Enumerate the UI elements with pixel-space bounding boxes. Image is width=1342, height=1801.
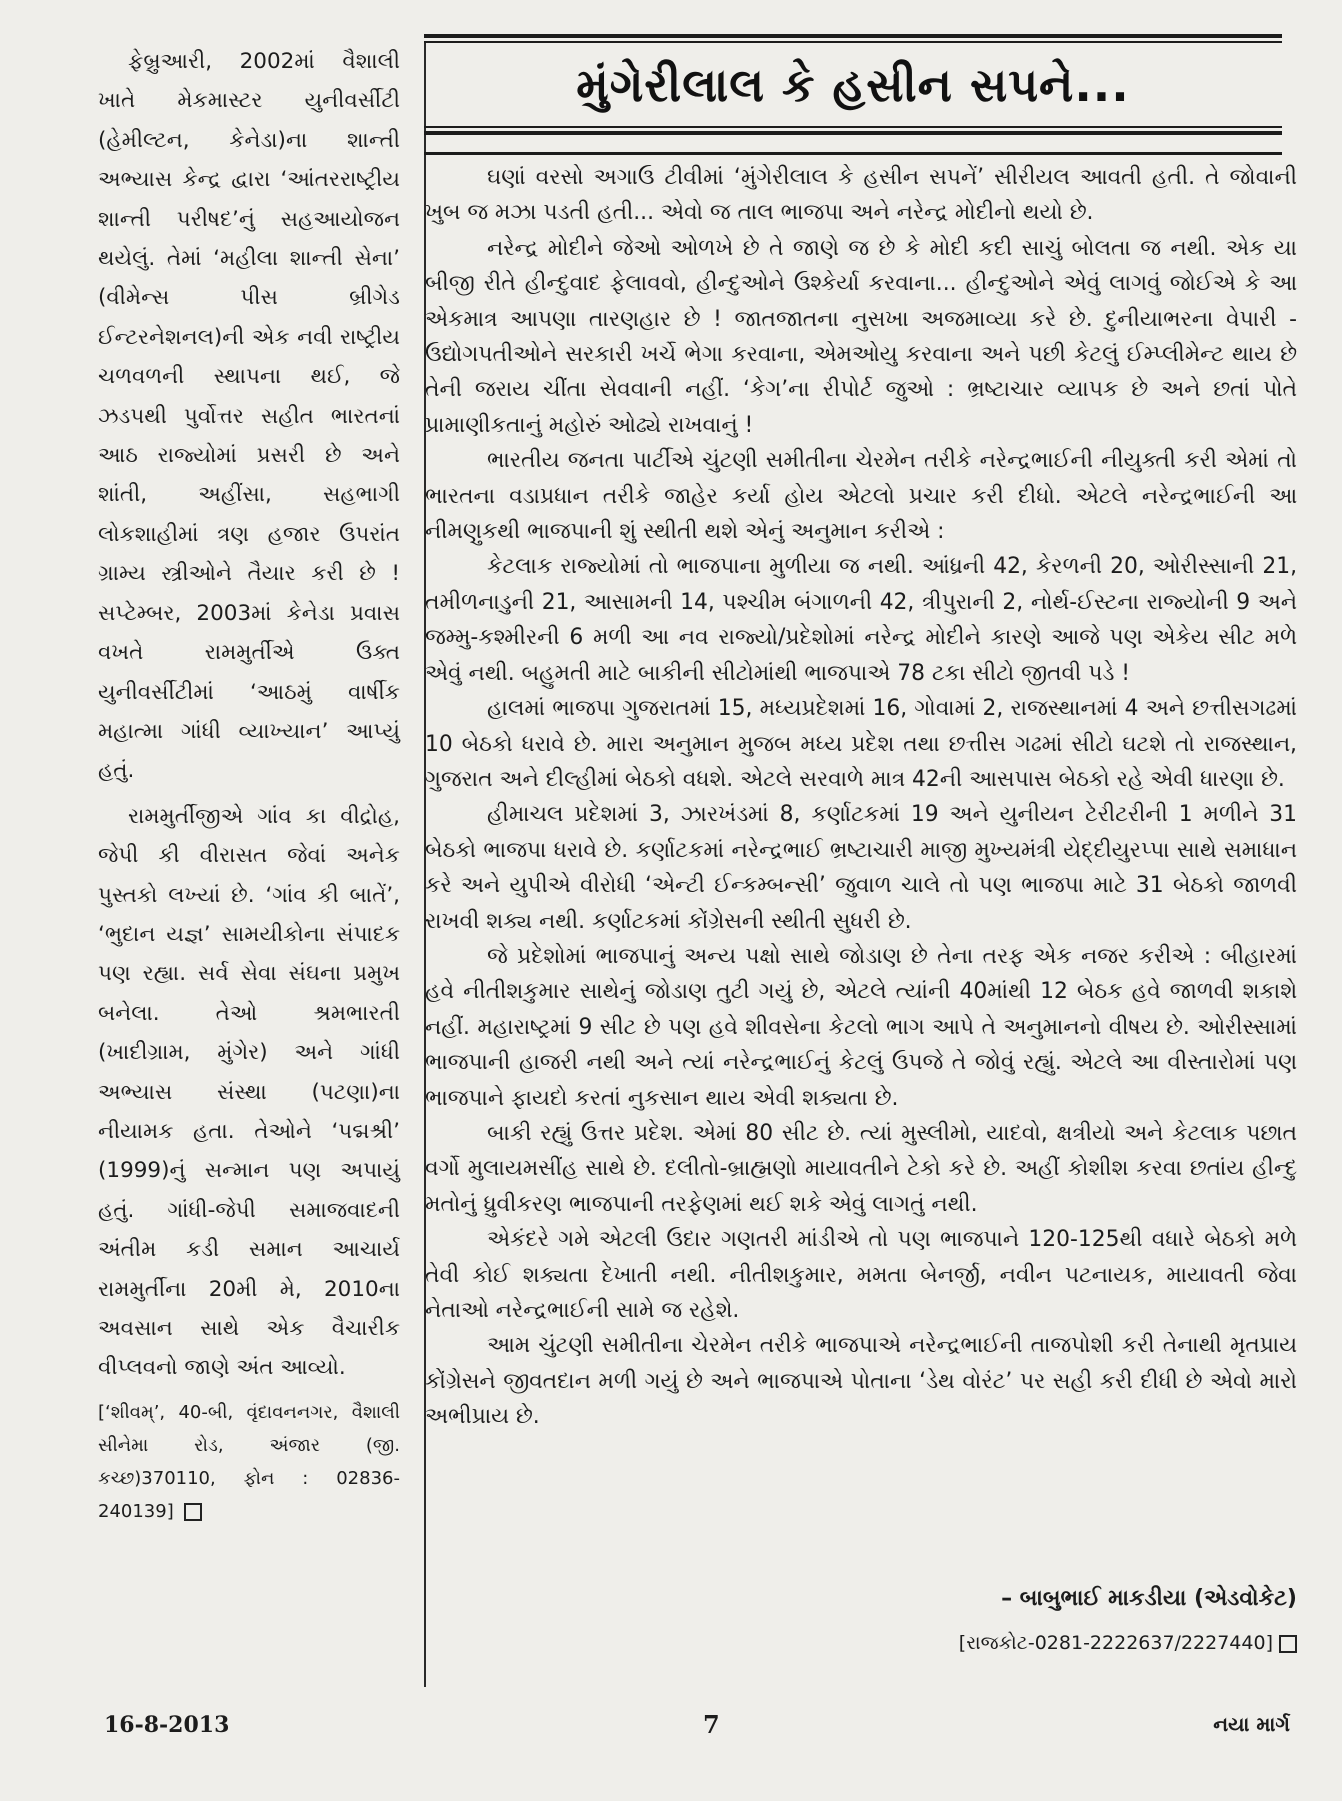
author-contact-text: [રાજકોટ-0281-2222637/2227440] <box>958 1632 1273 1654</box>
article-paragraph: નરેન્દ્ર મોદીને જેઓ ઓળખે છે તે જાણે જ છે કે મોદી કદી સાચું બોલતા જ નથી. એક યા બીજી રીતે હીન્દુવાદ ફેલાવવો, હીન્દુઓને ઉશ્કેર્યા કરવાના... હીન્દુઓને એવું લાગવું જોઈએ કે આ એકમાત્ર આપણા તારણહાર છે ! જાતજાતના નુસખા અજમાવ્યા કરે છે. દુનીયાભરના વેપારી - ઉદ્યોગપતીઓને સરકારી ખર્ચે ભેગા કરવાના, એમઓયુ કરવાના અને પછી કેટલું ઈમ્પ્લીમેન્ટ થાય છે તેની જરાય ચીંતા સેવવાની નહીં. ‘કેગ’ના રીપોર્ટ જુઓ : ભ્રષ્ટાચાર વ્યાપક છે અને છતાં પોતે પ્રામાણીકતાનું મહોરું ઓઢ્યે રાખવાનું ! <box>425 235 1297 438</box>
article-paragraph: જે પ્રદેશોમાં ભાજપાનું અન્ય પક્ષો સાથે જોડાણ છે તેના તરફ એક નજર કરીએ : બીહારમાં હવે નીતીશકુમાર સાથેનું જોડાણ તુટી ગયું છે, એટલે ત્યાંની 40માંથી 12 બેઠક હવે જાળવી શકાશે નહીં. મહારાષ્ટ્રમાં 9 સીટ છે પણ હવે શીવસેના કેટલો ભાગ આપે તે અનુમાનનો વીષય છે. ઓરીસ્સામાં ભાજપાની હાજરી નથી અને ત્યાં નરેન્દ્રભાઈનું કેટલું ઉપજે તે જોવું રહ્યું. એટલે આ વીસ્તારોમાં પણ ભાજપાને ફાયદો કરતાં નુકસાન થાય એવી શક્યતા છે. <box>425 943 1297 1111</box>
author-contact <box>425 1632 1297 1654</box>
article-headline: મુંગેરીલાલ કે હસીન સપને... <box>576 58 1130 112</box>
left-paragraph-2: રામમુર્તીજીએ ગાંવ કા વીદ્રોહ, જેપી કી વીરાસત જેવાં અનેક પુસ્તકો લખ્યાં છે. ‘ગાંવ કી બાતેં’, ‘ભુદાન યજ્ઞ’ સામયીકોના સંપાદક પણ રહ્યા. સર્વ સેવા સંઘના પ્રમુખ બનેલા. તેઓ શ્રમભારતી (ખાદીગ્રામ, મુંગેર) અને ગાંધી અભ્યાસ સંસ્થા (પટણા)ના નીયામક હતા. તેઓને ‘પદ્મશ્રી’ (1999)નું સન્માન પણ અપાયું હતું. ગાંધી-જેપી સમાજવાદની અંતીમ કડી સમાન આચાર્ય રામમુર્તીના 20મી મે, 2010ના અવસાન સાથે એક વૈચારીક વીપ્લવનો જાણે અંત આવ્યો. <box>98 803 400 1381</box>
end-mark-icon <box>184 1503 202 1521</box>
headline-rule-bottom-thick <box>424 131 1282 135</box>
headline-rule-bottom-thin <box>424 126 1282 128</box>
author-address <box>98 1396 400 1528</box>
page-number: 7 <box>703 1710 720 1739</box>
end-mark-icon <box>1279 1635 1297 1653</box>
left-column <box>98 42 400 1528</box>
magazine-name: નયા માર્ગ <box>1213 1712 1290 1736</box>
article-paragraph: કેટલાક રાજ્યોમાં તો ભાજપાના મુળીયા જ નથી. આંધ્રની 42, કેરળની 20, ઓરીસ્સાની 21, તમીળનાડુની 21, આસામની 14, પશ્ચીમ બંગાળની 42, ત્રીપુરાની 2, નોર્થ-ઈસ્ટના રાજ્યોની 9 અને જમ્મુ-કશ્મીરની 6 મળી આ નવ રાજ્યો/પ્રદેશોમાં નરેન્દ્ર મોદીને કારણે આજે પણ એકેય સીટ મળે એવું નથી. બહુમતી માટે બાકીની સીટોમાંથી ભાજપાએ 78 ટકા સીટો જીતવી પડે ! <box>425 554 1297 686</box>
article-paragraph: બાકી રહ્યું ઉત્તર પ્રદેશ. એમાં 80 સીટ છે. ત્યાં મુસ્લીમો, યાદવો, ક્ષત્રીયો અને કેટલાક પછાત વર્ગો મુલાયમસીંહ સાથે છે. દલીતો-બ્રાહ્મણો માયાવતીને ટેકો કરે છે. અહીં કોશીશ કરવા છતાંય હીન્દુ મતોનું ધ્રુવીકરણ ભાજપાની તરફેણમાં થઈ શકે એવું લાગતું નથી. <box>425 1120 1297 1217</box>
article-paragraph: એકંદરે ગમે એટલી ઉદાર ગણતરી માંડીએ તો પણ ભાજપાને 120-125થી વધારે બેઠકો મળે તેવી કોઈ શક્યતા દેખાતી નથી. નીતીશકુમાર, મમતા બેનર્જી, નવીન પટનાયક, માયાવતી જેવા નેતાઓ નરેન્દ્રભાઈની સામે જ રહેશે. <box>425 1227 1297 1323</box>
headline-rule-top-thick <box>424 34 1282 38</box>
author-address-text: [‘શીવમ્’, 40-બી, વૃંદાવનનગર, વૈશાલી સીનેમા રોડ, અંજાર (જી. કચ્છ)370110, ફોન : 02836-240139] <box>98 1401 400 1522</box>
article-paragraph: હાલમાં ભાજપા ગુજરાતમાં 15, મધ્યપ્રદેશમાં 16, ગોવામાં 2, રાજસ્થાનમાં 4 અને છત્તીસગઢમાં 10 બેઠકો ધરાવે છે. મારા અનુમાન મુજબ મધ્ય પ્રદેશ તથા છત્તીસ ગઢમાં સીટો ઘટશે તો રાજસ્થાન, ગુજરાત અને દીલ્હીમાં બેઠકો વધશે. એટલે સરવાળે માત્ર 42ની આસપાસ બેઠકો રહે એવી ધારણા છે. <box>425 696 1297 792</box>
left-paragraph-1: ફેબ્રુઆરી, 2002માં વૈશાલી ખાતે મેકમાસ્ટર યુનીવર્સીટી (હેમીલ્ટન, કેનેડા)ના શાન્તી અભ્યાસ કેન્દ્ર દ્વારા ‘આંતરરાષ્ટ્રીય શાન્તી પરીષદ’નું સહઆયોજન થયેલું. તેમાં ‘મહીલા શાન્તી સેના’ (વીમેન્સ પીસ બ્રીગેડ ઈન્ટરનેશનલ)ની એક નવી રાષ્ટ્રીય ચળવળની સ્થાપના થઈ, જે ઝડપથી પુર્વોત્તર સહીત ભારતનાં આઠ રાજ્યોમાં પ્રસરી છે અને શાંતી, અહીંસા, સહભાગી લોકશાહીમાં ત્રણ હજાર ઉપરાંત ગ્રામ્ય સ્ત્રીઓને તૈયાર કરી છે ! સપ્ટેમ્બર, 2003માં કેનેડા પ્રવાસ વખતે રામમુર્તીએ ઉક્ત યુનીવર્સીટીમાં ‘આઠમું વાર્ષીક મહાત્મા ગાંધી વ્યાખ્યાન’ આપ્યું હતું. <box>98 49 400 784</box>
footer-date: 16-8-2013 <box>104 1712 230 1738</box>
article-paragraph: આમ ચુંટણી સમીતીના ચેરમેન તરીકે ભાજપાએ નરેન્દ્રભાઈની તાજપોશી કરી તેનાથી મૃતપ્રાય કોંગ્રેસને જીવતદાન મળી ગયું છે અને ભાજપાએ પોતાના ‘ડેથ વોરંટ’ પર સહી કરી દીધી છે એવો મારો અભીપ્રાય છે. <box>425 1333 1297 1430</box>
article-paragraph: ઘણાં વરસો અગાઉ ટીવીમાં ‘મુંગેરીલાલ કે હસીન સપનેં’ સીરીયલ આવતી હતી. તે જોવાની ખુબ જ મઝા પડતી હતી... એવો જ તાલ ભાજપા અને નરેન્દ્ર મોદીનો થયો છે. <box>425 165 1297 226</box>
article-paragraph: હીમાચલ પ્રદેશમાં 3, ઝારખંડમાં 8, કર્ણાટકમાં 19 અને યુનીયન ટેરીટરીની 1 મળીને 31 બેઠકો ભાજપા ધરાવે છે. કર્ણાટકમાં નરેન્દ્રભાઈ ભ્રષ્ટાચારી માજી મુખ્યમંત્રી યેદ્દીયુરપ્પા સાથે સમાધાન કરે અને યુપીએ વીરોધી ‘એન્ટી ઈન્કમ્બન્સી’ જુવાળ ચાલે તો પણ ભાજપા માટે 31 બેઠકો જાળવી રાખવી શક્ય નથી. કર્ણાટકમાં કોંગ્રેસની સ્થીતી સુધરી છે. <box>425 802 1297 934</box>
headline-rule-separator <box>424 152 1282 155</box>
article-body <box>425 160 1297 1435</box>
article-paragraph: ભારતીય જનતા પાર્ટીએ ચુંટણી સમીતીના ચેરમેન તરીકે નરેન્દ્રભાઈની નીયુક્તી કરી એમાં તો ભારતના વડાપ્રધાન તરીકે જાહેર કર્યા હોય એટલો પ્રચાર કરી દીધો. એટલે નરેન્દ્રભાઈની આ નીમણુકથી ભાજપાની શું સ્થીતી થશે એનું અનુમાન કરીએ : <box>425 448 1297 545</box>
article-byline: – બાબુભાઈ માકડીયા (એડવોકેટ) <box>1001 1586 1297 1611</box>
headline-rule-top-thin <box>424 41 1282 43</box>
